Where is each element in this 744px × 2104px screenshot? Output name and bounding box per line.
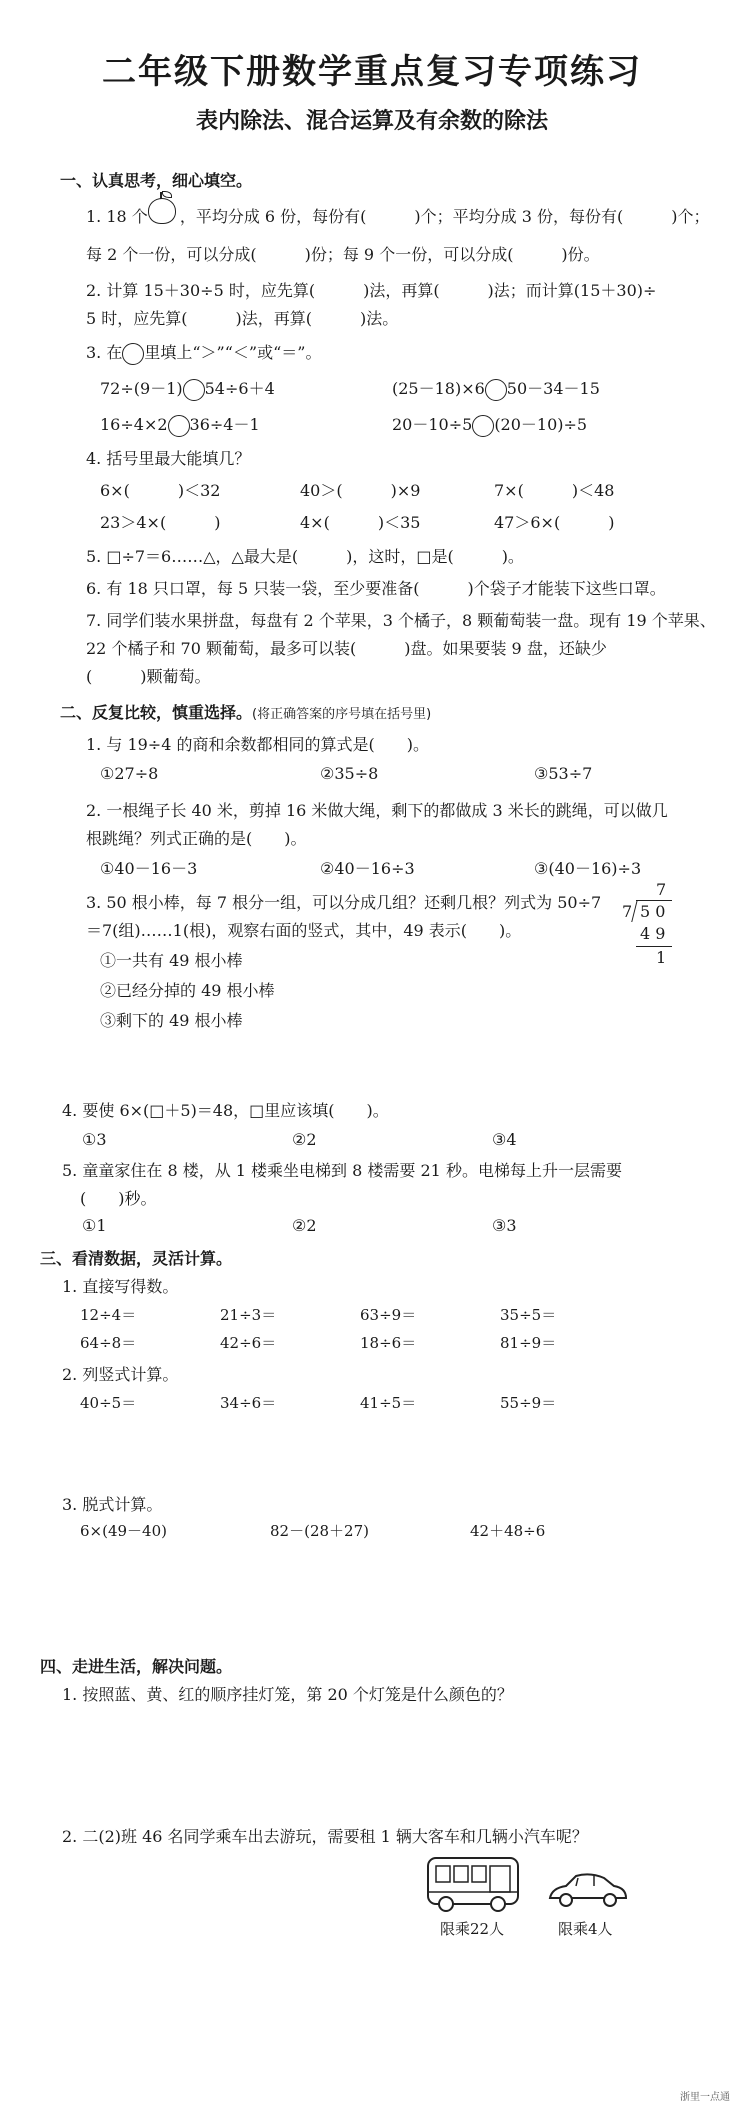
section-1-heading: 一、认真思考，细心填空。: [60, 171, 253, 190]
division-product: 4 9: [640, 924, 666, 943]
s3-stepwise-item: 82－(28＋27): [270, 1522, 369, 1540]
s3-vertical-item: 55÷9＝: [500, 1394, 557, 1412]
s1-q1-line1: 1. 18 个 ，平均分成 6 份，每份有( )个；平均分成 3 份，每份有( )个；: [86, 207, 710, 226]
s3-vertical-item: 34÷6＝: [220, 1394, 277, 1412]
car-capacity-label: 限乘4人: [558, 1920, 613, 1938]
apple-icon: [148, 198, 176, 224]
s2-q4-option[interactable]: ③4: [492, 1130, 517, 1149]
s3-stepwise-item: 42＋48÷6: [470, 1522, 546, 1540]
s3-stepwise-item: 6×(49－40): [80, 1522, 167, 1540]
s4-q1: 1. 按照蓝、黄、红的顺序挂灯笼，第 20 个灯笼是什么颜色的？: [62, 1685, 513, 1704]
s1-q2-line1: 2. 计算 15＋30÷5 时，应先算( )法，再算( )法；而计算(15＋30)÷: [86, 281, 657, 300]
compare-circle[interactable]: [183, 379, 205, 401]
s1-q5: 5. □÷7＝6……△，△最大是( )，这时，□是( )。: [86, 547, 524, 566]
s1-q4-item: 7×( )＜48: [494, 481, 615, 500]
s2-q2-line2: 根跳绳？列式正确的是( )。: [86, 829, 307, 848]
s2-q2-option[interactable]: ③(40－16)÷3: [534, 859, 642, 878]
long-division: [612, 880, 672, 980]
s2-q5-option[interactable]: ③3: [492, 1216, 517, 1235]
s2-q4-option[interactable]: ②2: [292, 1130, 317, 1149]
s2-q5-option[interactable]: ①1: [82, 1216, 107, 1235]
s1-q3-item: 20－10÷5 (20－10)÷5: [392, 412, 587, 437]
footer-watermark: 浙里一点通: [680, 2092, 730, 2103]
page-subtitle: 表内除法、混合运算及有余数的除法: [195, 109, 548, 134]
s2-q4-option[interactable]: ①3: [82, 1130, 107, 1149]
s1-q4: 4. 括号里最大能填几？: [86, 449, 251, 468]
s1-q3-instruction: 3. 在 里填上“＞”“＜”或“＝”。: [86, 340, 321, 365]
s2-q5-line2: ( )秒。: [80, 1189, 157, 1208]
s3-q1: 1. 直接写得数。: [62, 1277, 179, 1296]
s3-vertical-item: 40÷5＝: [80, 1394, 137, 1412]
s2-q3-option[interactable]: ③剩下的 49 根小棒: [100, 1011, 243, 1030]
s1-q3-item: 72÷(9－1) 54÷6＋4: [100, 376, 275, 401]
s1-q3-item: (25－18)×6 50－34－15: [392, 376, 600, 401]
s2-q2-line1: 2. 一根绳子长 40 米，剪掉 16 米做大绳，剩下的都做成 3 米长的跳绳，可以做几: [86, 801, 668, 820]
s2-q5-option[interactable]: ②2: [292, 1216, 317, 1235]
circle-icon: [122, 343, 144, 365]
s3-mental-item: 81÷9＝: [500, 1334, 557, 1352]
s1-q7-line3: ( )颗葡萄。: [86, 667, 211, 686]
s3-mental-item: 18÷6＝: [360, 1334, 417, 1352]
s2-q3-option[interactable]: ②已经分掉的 49 根小棒: [100, 981, 275, 1000]
s1-q4-item: 4×( )＜35: [300, 513, 421, 532]
division-dividend: 5 0: [640, 902, 666, 921]
s2-q1-option[interactable]: ①27÷8: [100, 764, 159, 783]
s3-q2: 2. 列竖式计算。: [62, 1365, 179, 1384]
division-remainder: 1: [656, 948, 667, 967]
car-icon: [546, 1868, 630, 1912]
section-4-heading: 四、走进生活，解决问题。: [40, 1657, 233, 1676]
s3-mental-item: 35÷5＝: [500, 1306, 557, 1324]
s1-q7-line2: 22 个橘子和 70 颗葡萄，最多可以装( )盘。如果要装 9 盘，还缺少: [86, 639, 607, 658]
s3-mental-item: 42÷6＝: [220, 1334, 277, 1352]
s3-q3: 3. 脱式计算。: [62, 1495, 163, 1514]
s1-q7-line1: 7. 同学们装水果拼盘，每盘有 2 个苹果，3 个橘子，8 颗葡萄装一盘。现有 19 个苹果、: [86, 611, 716, 630]
s2-q3-line2: ＝7(组)……1(根)，观察右面的竖式，其中，49 表示( )。: [86, 921, 522, 940]
s1-q4-item: 23＞4×( ): [100, 513, 221, 532]
compare-circle[interactable]: [168, 415, 190, 437]
s2-q3-line1: 3. 50 根小棒，每 7 根分一组，可以分成几组？还剩几根？列式为 50÷7: [86, 893, 602, 912]
page-title: 二年级下册数学重点复习专项练习: [102, 52, 642, 92]
s2-q1: 1. 与 19÷4 的商和余数都相同的算式是( )。: [86, 735, 429, 754]
s3-mental-item: 12÷4＝: [80, 1306, 137, 1324]
s2-q1-option[interactable]: ③53÷7: [534, 764, 593, 783]
s1-q1-line2: 每 2 个一份，可以分成( )份；每 9 个一份，可以分成( )份。: [86, 245, 600, 264]
section-2-heading: 二、反复比较，慎重选择。(将正确答案的序号填在括号里): [60, 703, 432, 722]
section-3-heading: 三、看清数据，灵活计算。: [40, 1249, 233, 1268]
bus-icon: [424, 1852, 524, 1916]
s3-mental-item: 63÷9＝: [360, 1306, 417, 1324]
s1-q2-line2: 5 时，应先算( )法，再算( )法。: [86, 309, 399, 328]
s4-q2: 2. 二(2)班 46 名同学乘车出去游玩，需要租 1 辆大客车和几辆小汽车呢？: [62, 1827, 588, 1846]
s1-q4-item: 40＞( )×9: [300, 481, 421, 500]
s2-q3-option[interactable]: ①一共有 49 根小棒: [100, 951, 243, 970]
s1-q4-item: 47＞6×( ): [494, 513, 615, 532]
s1-q3-item: 16÷4×2 36÷4－1: [100, 412, 260, 437]
division-quotient: 7: [656, 880, 667, 899]
s2-q5-line1: 5. 童童家住在 8 楼，从 1 楼乘坐电梯到 8 楼需要 21 秒。电梯每上升一层需要: [62, 1161, 622, 1180]
s2-q2-option[interactable]: ①40－16－3: [100, 859, 198, 878]
s3-vertical-item: 41÷5＝: [360, 1394, 417, 1412]
compare-circle[interactable]: [472, 415, 494, 437]
s2-q1-option[interactable]: ②35÷8: [320, 764, 379, 783]
s2-q2-option[interactable]: ②40－16÷3: [320, 859, 415, 878]
bus-capacity-label: 限乘22人: [440, 1920, 505, 1938]
s1-q6: 6. 有 18 只口罩，每 5 只装一袋，至少要准备( )个袋子才能装下这些口罩。: [86, 579, 666, 598]
division-divisor: 7: [622, 902, 633, 921]
s1-q4-item: 6×( )＜32: [100, 481, 221, 500]
s3-mental-item: 21÷3＝: [220, 1306, 277, 1324]
s2-q4: 4. 要使 6×(□＋5)＝48，□里应该填( )。: [62, 1101, 389, 1120]
compare-circle[interactable]: [485, 379, 507, 401]
s3-mental-item: 64÷8＝: [80, 1334, 137, 1352]
